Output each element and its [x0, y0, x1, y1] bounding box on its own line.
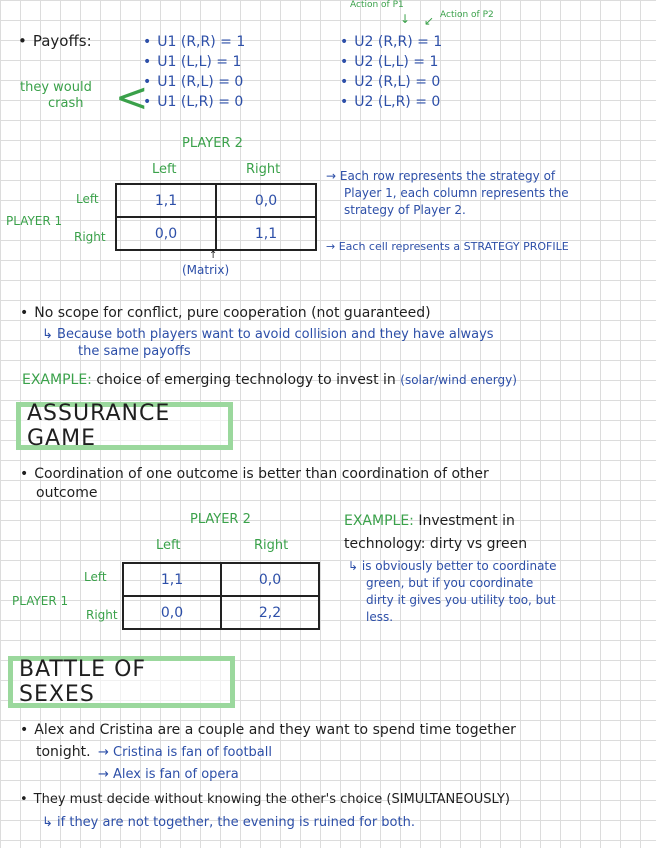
cooperation-example-paren: (solar/wind energy) [400, 373, 517, 387]
matrix1-caption: (Matrix) [182, 263, 230, 277]
battle-title: BATTLE OF SEXES [8, 656, 235, 708]
crash-note-line2: crash [48, 96, 84, 111]
assurance-note [348, 558, 557, 626]
assurance-cell: 1,1 [123, 563, 221, 596]
matrix1-row-right: Right [74, 230, 106, 244]
u1-list [143, 32, 245, 112]
matrix1-note1-line2: Player 1, each column represents the [344, 186, 569, 200]
battle-arrow2: → Alex is fan of opera [98, 767, 239, 782]
matrix1-player1-label: PLAYER 1 [6, 214, 63, 228]
assurance-player1-label: PLAYER 1 [12, 594, 69, 608]
matrix1-cell: 0,0 [116, 217, 216, 250]
matrix1-col-left: Left [152, 162, 177, 177]
assurance-cell: 0,0 [123, 596, 221, 629]
matrix1-col-right: Right [246, 162, 281, 177]
annotation-action-p1: Action of P1 [350, 0, 404, 10]
assurance-cell: 0,0 [221, 563, 319, 596]
u2-item: • U2 (L,L) = 1 [340, 52, 442, 72]
matrix1-note1 [326, 168, 569, 219]
u1-item: • U1 (L,L) = 1 [143, 52, 245, 72]
assurance-note-line2: green, but if you coordinate [366, 576, 534, 590]
assurance-table [122, 562, 320, 630]
battle-bullet-line2: tonight. [36, 744, 91, 760]
u1-item: • U1 (L,R) = 0 [143, 92, 245, 112]
assurance-row-left: Left [84, 570, 107, 584]
assurance-note-line4: less. [366, 610, 394, 624]
matrix1-note1-line3: strategy of Player 2. [344, 203, 466, 217]
cooperation-example-text: choice of emerging technology to invest in [96, 372, 396, 388]
assurance-cell: 2,2 [221, 596, 319, 629]
arrow-up-icon: ↑ [209, 250, 218, 261]
assurance-col-right: Right [254, 538, 289, 553]
battle-bullet2: • They must decide without knowing the other's choice (SIMULTANEOUSLY) [20, 792, 510, 807]
brace-icon: < [115, 75, 149, 121]
assurance-title: ASSURANCE GAME [16, 402, 233, 450]
u2-list [340, 32, 442, 112]
assurance-example-label: EXAMPLE: [344, 513, 414, 529]
cooperation-sub-line2: the same payoffs [78, 344, 191, 359]
arrow-down-left-icon: ↙ [424, 14, 435, 28]
matrix1-cell: 1,1 [216, 217, 316, 250]
u1-item: • U1 (R,L) = 0 [143, 72, 245, 92]
u2-item: • U2 (R,L) = 0 [340, 72, 442, 92]
cooperation-example [22, 372, 517, 388]
battle-sub2: ↳ if they are not together, the evening is ruined for both. [42, 815, 415, 830]
battle-bullet-line1: • Alex and Cristina are a couple and they want to spend time together [20, 722, 516, 738]
cooperation-example-label: EXAMPLE: [22, 372, 92, 388]
assurance-player2-label: PLAYER 2 [190, 512, 251, 527]
arrow-down-icon: ↓ [400, 12, 411, 26]
u1-item: • U1 (R,R) = 1 [143, 32, 245, 52]
matrix1-note2: → Each cell represents a STRATEGY PROFILE [326, 240, 569, 253]
matrix1-row-left: Left [76, 192, 99, 206]
battle-arrow1: → Cristina is fan of football [98, 745, 272, 760]
payoffs-label: • Payoffs: [18, 32, 92, 50]
assurance-bullet-line1: • Coordination of one outcome is better than coordination of other [20, 466, 489, 482]
assurance-example-text1: Investment in [418, 513, 515, 529]
matrix1-note1-line1: → Each row represents the strategy of [326, 169, 556, 183]
assurance-bullet-line2: outcome [36, 485, 98, 501]
assurance-example-line1 [344, 513, 515, 529]
u2-item: • U2 (R,R) = 1 [340, 32, 442, 52]
crash-note-line1: they would [20, 80, 92, 95]
matrix1-player2-label: PLAYER 2 [182, 136, 243, 151]
assurance-row-right: Right [86, 608, 118, 622]
assurance-note-line1: ↳ is obviously better to coordinate [348, 559, 557, 573]
annotation-action-p2: Action of P2 [440, 10, 494, 20]
matrix1-cell: 0,0 [216, 184, 316, 217]
cooperation-bullet: • No scope for conflict, pure cooperation (not guaranteed) [20, 305, 431, 321]
assurance-note-line3: dirty it gives you utility too, but [366, 593, 556, 607]
assurance-col-left: Left [156, 538, 181, 553]
cooperation-sub-line1: ↳ Because both players want to avoid collision and they have always [42, 327, 494, 342]
matrix1-cell: 1,1 [116, 184, 216, 217]
matrix1-table [115, 183, 317, 251]
u2-item: • U2 (L,R) = 0 [340, 92, 442, 112]
assurance-example-line2: technology: dirty vs green [344, 536, 528, 552]
